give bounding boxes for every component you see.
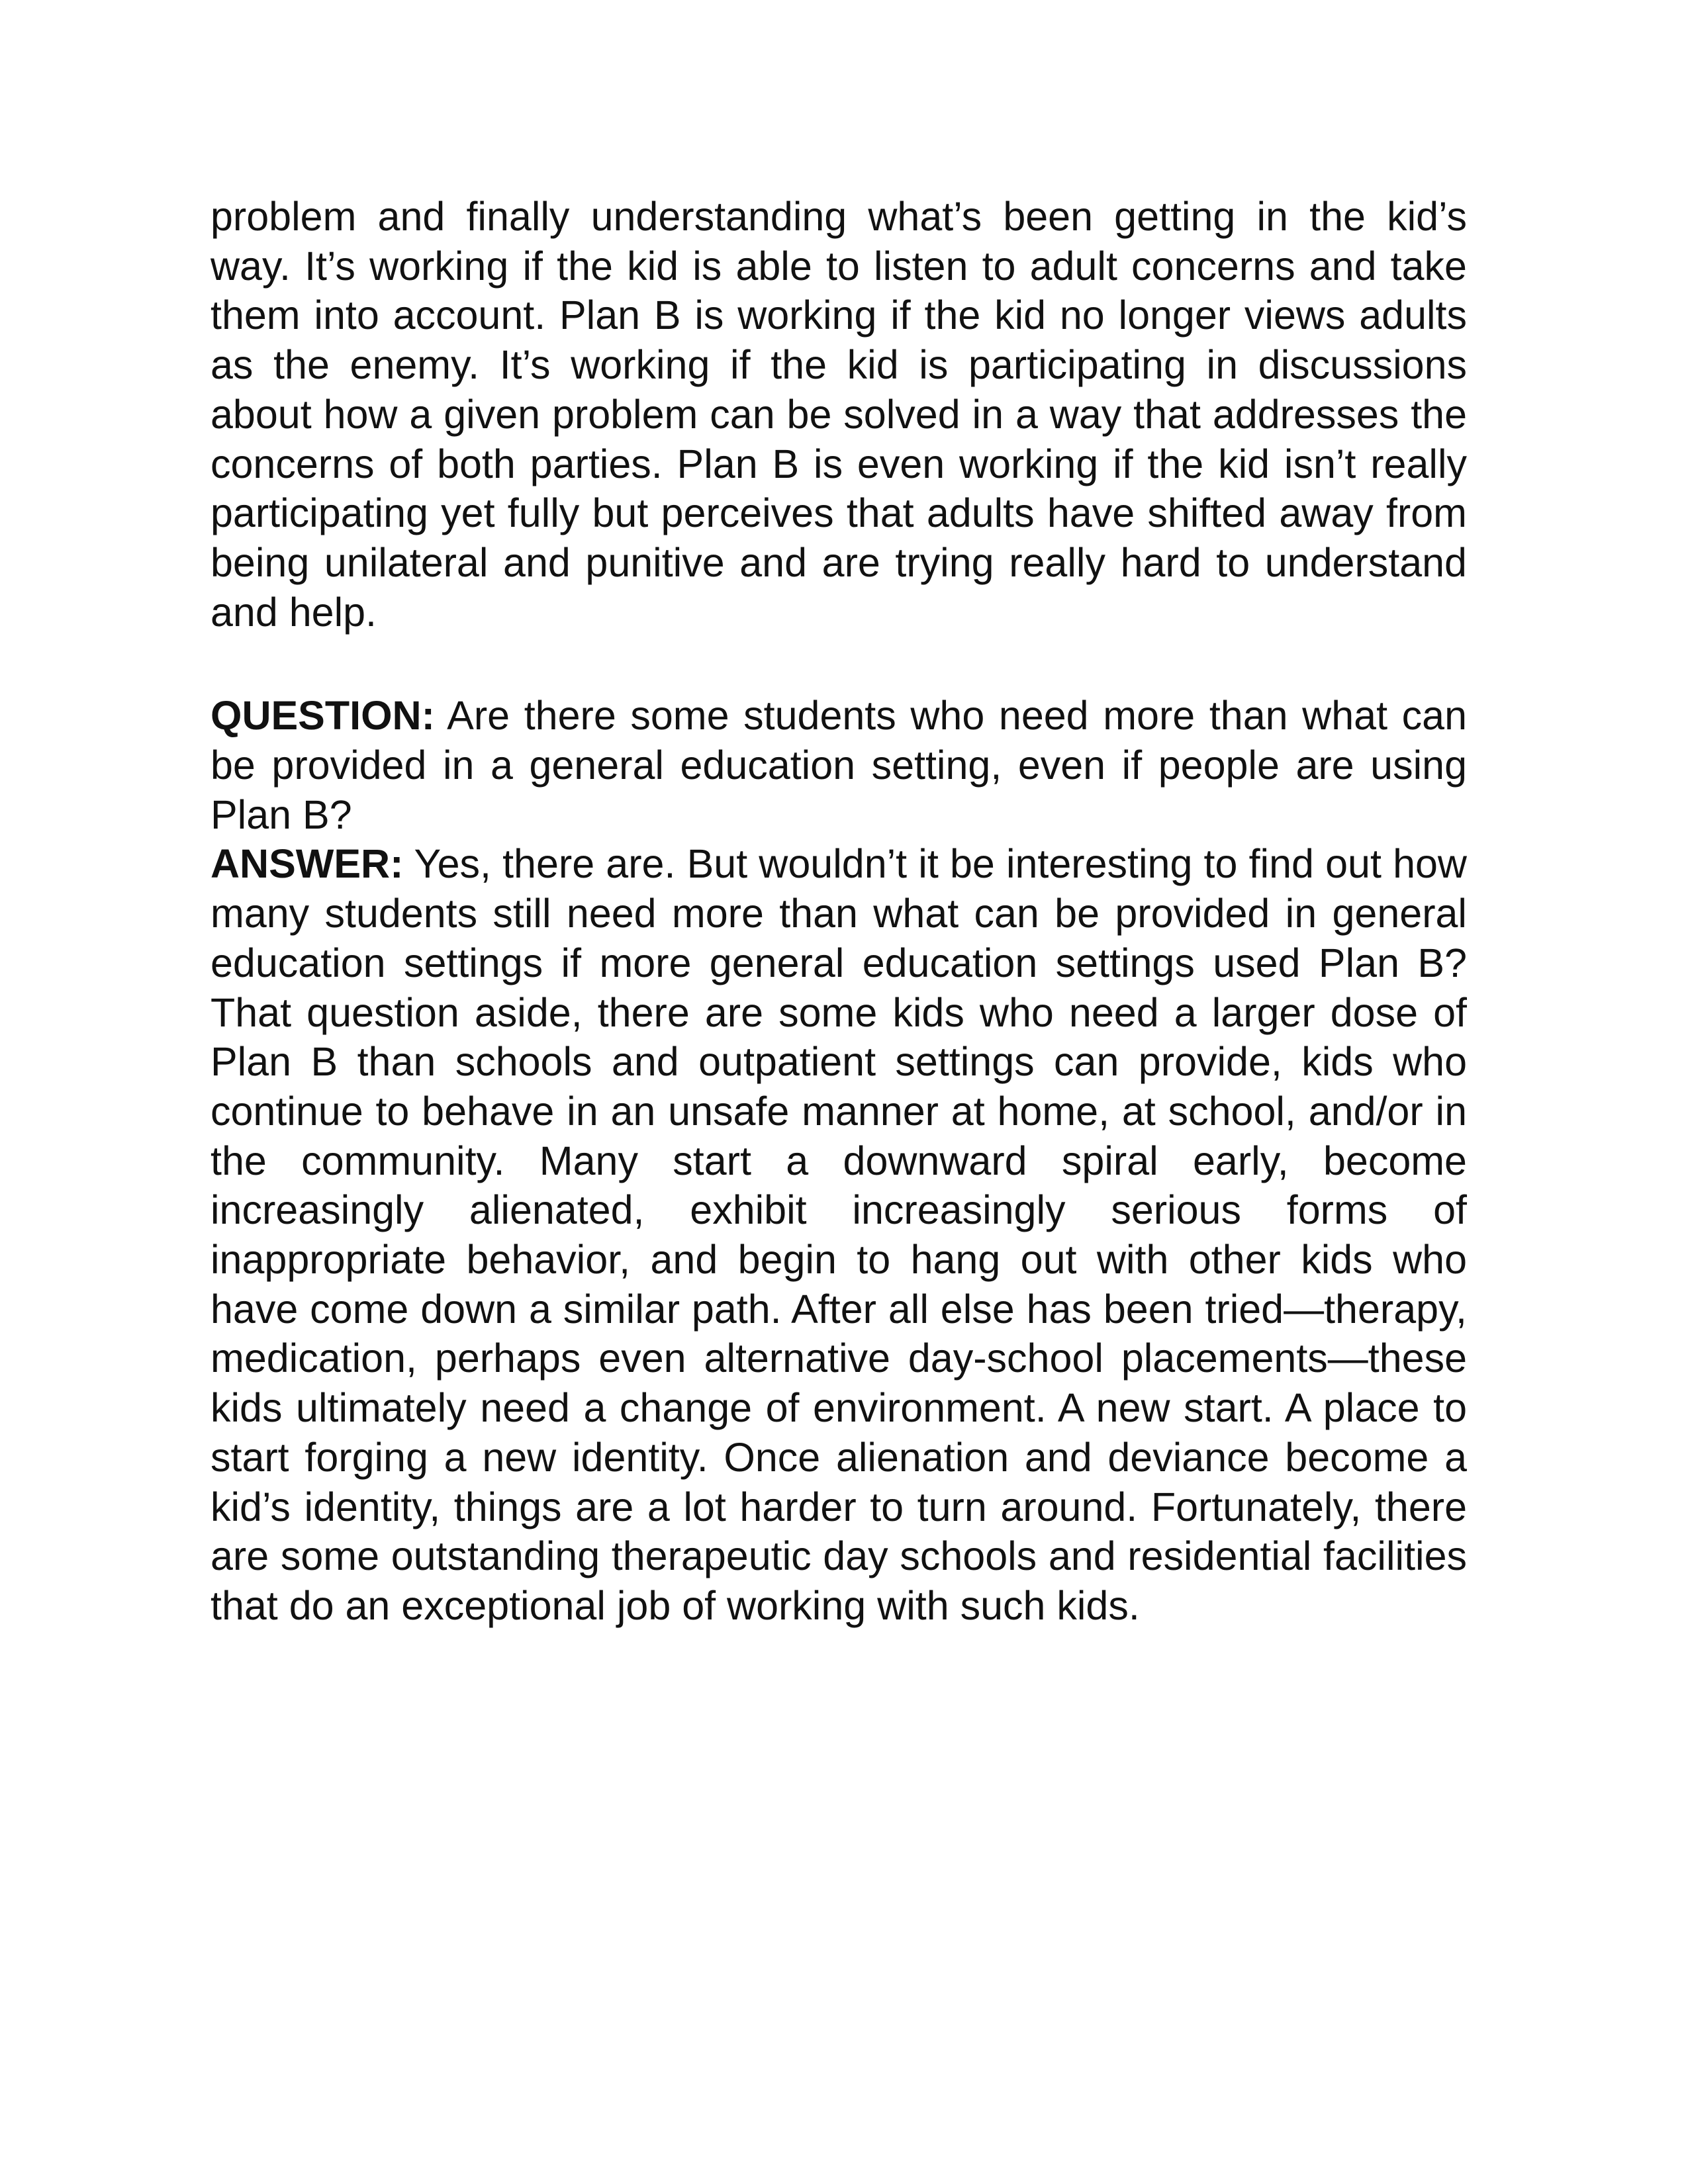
answer-label: ANSWER: [211,841,404,887]
paragraph-spacer [211,637,1467,691]
question-text: Are there some students who need more than what can be provided in a general education setting, even if people are using Plan B? [211,693,1467,837]
document-page [211,192,1467,1631]
question-label: QUESTION: [211,693,435,739]
answer-text: Yes, there are. But wouldn’t it be interesting to find out how many students still need more than what can be provided in general education settings if more general education settings used Plan B? That question aside, there are some kids who need a larger dose of Plan B than schools and outpatient settings can provide, kids who continue to behave in an unsafe manner at home, at school, and/or in the community. Many start a downward spiral early, become increasingly alienated, exhibit increasingly serious forms of inappropriate behavior, and begin to hang out with other kids who have come down a similar path. After all else has been tried—therapy, medication, perhaps even alternative day-school placements—these kids ultimately need a change of environment. A new start. A place to start forging a new identity. Once alienation and deviance become a kid’s identity, things are a lot harder to turn around. Fortunately, there are some outstanding therapeutic day schools and residential facilities that do an exceptional job of working with such kids. [211,841,1467,1628]
answer-paragraph [211,839,1467,1630]
body-paragraph: problem and finally understanding what’s been getting in the kid’s way. It’s working if the kid is able to listen to adult concerns and take them into account. Plan B is working if the kid no longer views adults as the enemy. It’s working if the kid is participating in discussions about how a given problem can be solved in a way that addresses the concerns of both parties. Plan B is even working if the kid isn’t really participating yet fully but perceives that adults have shifted away from being unilateral and punitive and are trying really hard to understand and help. [211,194,1467,635]
question-paragraph [211,691,1467,839]
